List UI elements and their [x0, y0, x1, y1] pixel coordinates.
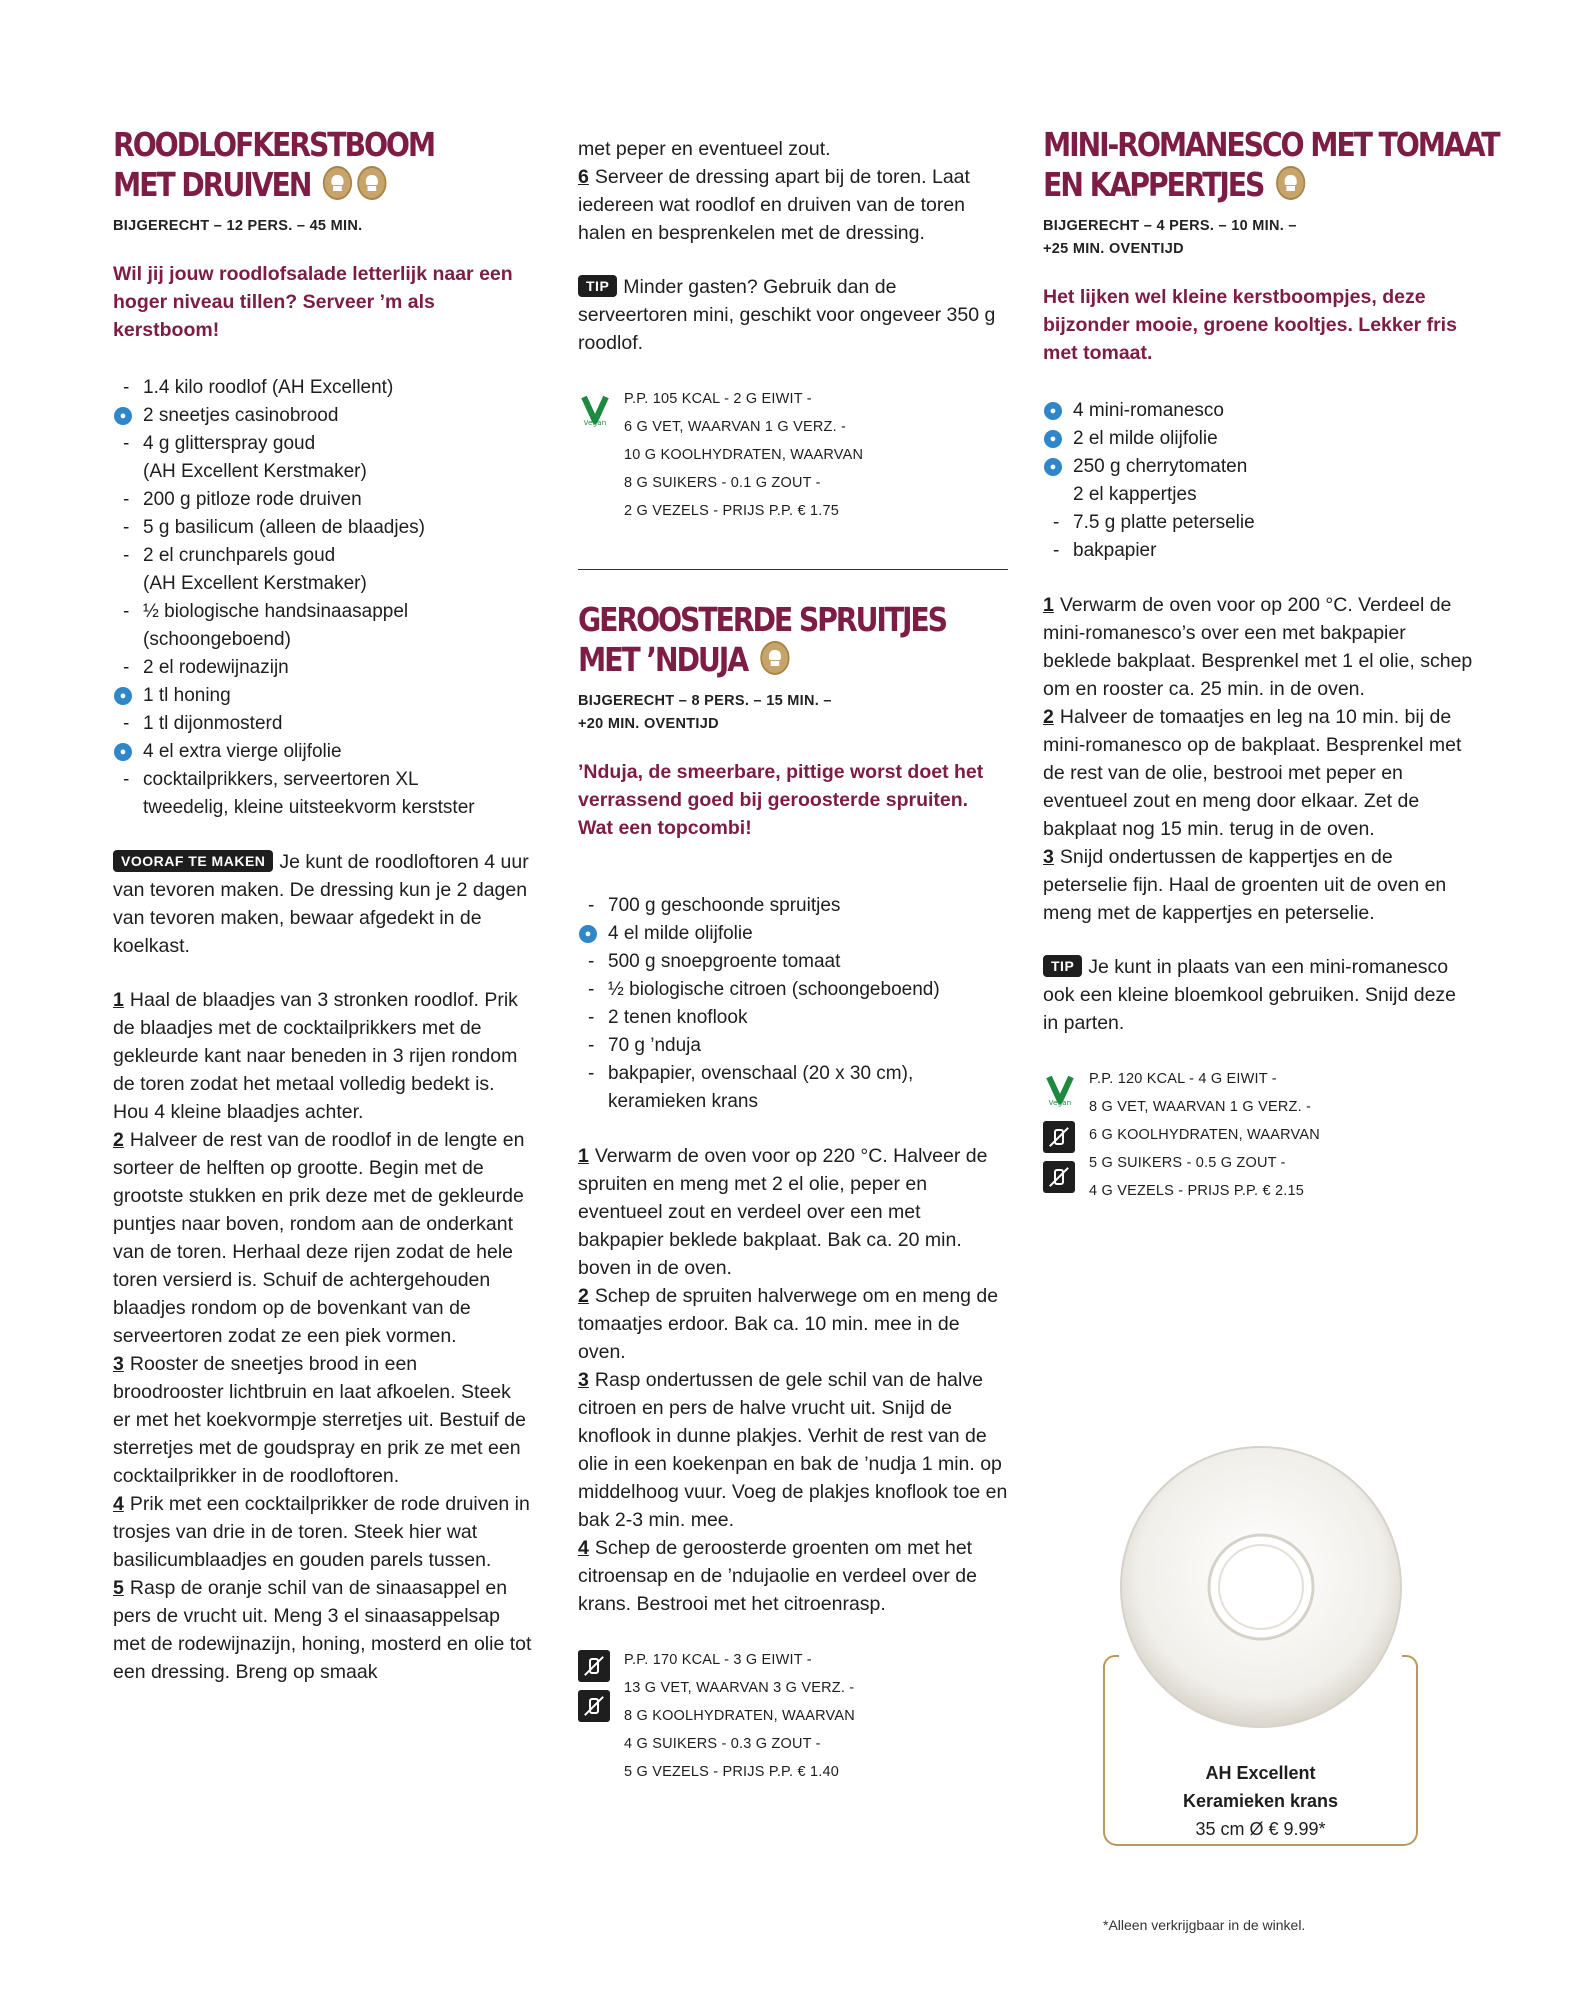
step-number: 3 — [1043, 846, 1054, 868]
ingredient-item — [578, 976, 1008, 1004]
ingredient-text: ½ biologische handsinaasappel — [143, 601, 409, 622]
dash-marker: - — [588, 951, 595, 972]
ingredient-text: 700 g geschoonde spruitjes — [608, 895, 841, 916]
title-line: ROODLOFKERSTBOOM — [113, 125, 435, 164]
footnote: *Alleen verkrijgbaar in de winkel. — [1103, 1917, 1306, 1933]
tip-text: Je kunt in plaats van een mini-romanesco ook een kleine bloemkool gebruiken. Snijd deze in parten. — [1043, 956, 1457, 1034]
ingredient-item — [1043, 509, 1473, 537]
column-middle — [578, 125, 1008, 1786]
gluten-free-icon — [1043, 1121, 1075, 1153]
nutrition-line: 13 G VET, WAARVAN 3 G VERZ. - — [624, 1680, 855, 1696]
dash-marker: - — [123, 769, 130, 790]
step-text: Rasp ondertussen de gele schil van de halve citroen en pers de halve vrucht uit. Snijd de knoflook in dunne plakjes. Verhit de rest van de olie in een koekenpan en bak de ’nudja 1 min. op middelhoog vuur. Voeg de plakjes knoflook toe en bak 2-3 min. mee. — [578, 1369, 1008, 1531]
dash-marker: - — [588, 1007, 595, 1028]
step-number: 2 — [1043, 706, 1054, 728]
nutrition-line: 8 G VET, WAARVAN 1 G VERZ. - — [1089, 1099, 1312, 1115]
step-item — [578, 1142, 1008, 1282]
title-line: MET ’NDUJA — [578, 640, 748, 679]
meta-line: +20 MIN. OVENTIJD — [578, 716, 719, 732]
dash-marker: - — [123, 433, 130, 454]
title-line: EN KAPPERTJES — [1043, 165, 1264, 204]
ingredient-text: keramieken krans — [608, 1091, 758, 1112]
nutrition-line: 6 G KOOLHYDRATEN, WAARVAN — [1089, 1127, 1320, 1143]
step-item — [578, 1366, 1008, 1534]
ingredient-item — [113, 514, 533, 542]
product-label — [1103, 1759, 1418, 1843]
ingredient-text: 1 tl honing — [143, 685, 231, 706]
ingredient-text: ½ biologische citroen (schoongeboend) — [608, 979, 940, 1000]
nutrition-lines — [1089, 1065, 1473, 1205]
chef-hat-icon — [358, 166, 387, 200]
ingredient-text: 250 g cherrytomaten — [1073, 456, 1248, 477]
nutrition-info — [1043, 1065, 1473, 1205]
step-list — [578, 1142, 1008, 1618]
dash-marker: - — [1053, 540, 1060, 561]
nutrition-line: 4 G VEZELS - PRIJS P.P. € 2.15 — [1089, 1183, 1305, 1199]
product-name: Keramieken krans — [1182, 1791, 1339, 1811]
bio-label-icon: ● — [114, 407, 132, 425]
step-number: 3 — [578, 1369, 589, 1391]
ingredient-item — [113, 374, 533, 402]
step-number: 2 — [578, 1285, 589, 1307]
step-item — [1043, 591, 1473, 703]
recipe-intro: Wil jij jouw roodlofsalade letterlijk naar een hoger niveau tillen? Serveer ’m als kerstboom! — [113, 263, 513, 341]
ingredient-text: 7.5 g platte peterselie — [1073, 512, 1255, 533]
ingredient-item — [1043, 537, 1473, 565]
step-item — [1043, 843, 1473, 927]
ingredient-text: 4 el extra vierge olijfolie — [143, 741, 342, 762]
ingredient-item — [113, 570, 533, 598]
vegan-icon — [1043, 1073, 1077, 1107]
dash-marker: - — [123, 601, 130, 622]
nutrition-line: 2 G VEZELS - PRIJS P.P. € 1.75 — [624, 503, 840, 519]
ingredient-item — [113, 766, 533, 794]
step-list — [1043, 591, 1473, 927]
bio-label-icon: ● — [579, 925, 597, 943]
dash-marker: - — [123, 489, 130, 510]
bio-label-icon: ● — [1044, 402, 1062, 420]
nutrition-lines — [624, 1646, 1008, 1786]
nutrition-line: P.P. 105 KCAL - 2 G EIWIT - — [624, 391, 812, 407]
nutrition-line: 5 G SUIKERS - 0.5 G ZOUT - — [1089, 1155, 1286, 1171]
step-number: 4 — [113, 1493, 124, 1515]
product-brand: AH Excellent — [1205, 1763, 1316, 1783]
ingredient-item — [113, 402, 533, 430]
ingredient-item — [578, 1004, 1008, 1032]
step-item — [113, 1490, 533, 1574]
ingredient-item — [1043, 481, 1473, 509]
chef-hat-icon — [1276, 166, 1305, 200]
ingredient-item — [578, 1060, 1008, 1088]
nutrition-line: 4 G SUIKERS - 0.3 G ZOUT - — [624, 1736, 821, 1752]
ingredient-text: (AH Excellent Kerstmaker) — [143, 461, 367, 482]
recipe-title — [113, 125, 474, 205]
dash-marker: - — [123, 545, 130, 566]
chef-hat-icon — [323, 166, 352, 200]
dash-marker: - — [123, 713, 130, 734]
vegan-label: Vegan — [1048, 1099, 1072, 1107]
ingredient-item — [113, 794, 533, 822]
step-item — [578, 163, 1008, 247]
ingredient-item — [113, 430, 533, 458]
ingredient-item — [578, 1088, 1008, 1116]
nutrition-line: P.P. 120 KCAL - 4 G EIWIT - — [1089, 1071, 1277, 1087]
step-number: 4 — [578, 1537, 589, 1559]
step-number: 6 — [578, 166, 589, 188]
step-text: Schep de spruiten halverwege om en meng de tomaatjes erdoor. Bak ca. 10 min. mee in de oven. — [578, 1285, 999, 1363]
ingredient-item — [578, 920, 1008, 948]
step-text: Halveer de tomaatjes en leg na 10 min. bij de mini-romanesco op de bakplaat. Besprenkel met de rest van de olie, bestrooi met peper en eventueel zout en meng door elkaar. Zet de bakplaat nog 15 min. terug in de oven. — [1043, 706, 1462, 840]
dash-marker: - — [123, 657, 130, 678]
nutrition-line: 10 G KOOLHYDRATEN, WAARVAN — [624, 447, 864, 463]
recipe-meta — [1043, 215, 1473, 261]
step-number: 2 — [113, 1129, 124, 1151]
dash-marker: - — [588, 1035, 595, 1056]
step-item — [113, 986, 533, 1126]
ingredient-text: 2 el rodewijnazijn — [143, 657, 289, 678]
ingredient-text: bakpapier — [1073, 540, 1157, 561]
ingredient-item — [113, 458, 533, 486]
ingredient-item — [113, 542, 533, 570]
vooraf-badge: VOORAF TE MAKEN — [113, 850, 273, 872]
nutrition-info — [578, 385, 1008, 525]
ingredient-text: 2 el milde olijfolie — [1073, 428, 1218, 449]
recipe-intro: ’Nduja, de smeerbare, pittige worst doet het verrassend goed bij geroosterde spruiten. Wat een topcombi! — [578, 761, 984, 839]
ingredient-text: 70 g ’nduja — [608, 1035, 701, 1056]
nutrition-line: 8 G SUIKERS - 0.1 G ZOUT - — [624, 475, 821, 491]
ingredient-text: (schoongeboend) — [143, 629, 291, 650]
tip-badge: TIP — [578, 275, 617, 297]
ingredient-item — [113, 654, 533, 682]
chef-hat-icon — [760, 641, 789, 675]
bio-label-icon: ● — [1044, 458, 1062, 476]
ingredient-text: (AH Excellent Kerstmaker) — [143, 573, 367, 594]
ingredient-text: tweedelig, kleine uitsteekvorm kerstster — [143, 797, 475, 818]
recipe-spruitjes — [578, 600, 1008, 1786]
ingredient-item — [1043, 397, 1473, 425]
ingredient-item — [113, 710, 533, 738]
step-text: Prik met een cocktailprikker de rode druiven in trosjes van drie in de toren. Steek hier wat basilicumblaadjes en gouden parels tussen. — [113, 1493, 530, 1571]
step-number: 1 — [1043, 594, 1054, 616]
step-item — [578, 1534, 1008, 1618]
bio-label-icon: ● — [114, 687, 132, 705]
step-number: 3 — [113, 1353, 124, 1375]
tip-note — [578, 273, 1008, 357]
dash-marker: - — [123, 517, 130, 538]
title-line: MINI-ROMANESCO MET TOMAAT — [1043, 125, 1499, 164]
bio-label-icon: ● — [114, 743, 132, 761]
ingredient-text: 2 tenen knoflook — [608, 1007, 748, 1028]
vegan-label: Vegan — [583, 419, 607, 427]
step-text: Schep de geroosterde groenten om met het citroensap en de ’ndujaolie en verdeel over de krans. Bestrooi met het citroenrasp. — [578, 1537, 977, 1615]
title-line: GEROOSTERDE SPRUITJES — [578, 600, 946, 639]
step-text: Verwarm de oven voor op 200 °C. Verdeel de mini-romanesco’s over een met bakpapier beklede bakplaat. Besprenkel met 1 el olie, schep om en rooster ca. 25 min. in de oven. — [1043, 594, 1473, 700]
ingredient-text: 1.4 kilo roodlof (AH Excellent) — [143, 377, 394, 398]
step-item — [578, 1282, 1008, 1366]
meta-line: +25 MIN. OVENTIJD — [1043, 241, 1184, 257]
ingredient-item — [113, 682, 533, 710]
recipe-romanesco — [1043, 125, 1499, 1205]
ingredient-text: 200 g pitloze rode druiven — [143, 489, 362, 510]
lactose-free-icon — [1043, 1161, 1075, 1193]
step-text: Rooster de sneetjes brood in een broodrooster lichtbruin en laat afkoelen. Steek er met het koekvormpje sterretjes uit. Bestuif de sterretjes met de goudspray en prik ze met een cocktailprikker in de roodloftoren. — [113, 1353, 526, 1487]
ingredient-list — [113, 374, 533, 822]
tip-badge: TIP — [1043, 955, 1082, 977]
step-text: Serveer de dressing apart bij de toren. Laat iedereen wat roodlof en druiven van de toren halen en besprenkelen met de dressing. — [578, 166, 970, 244]
dash-marker: - — [1053, 512, 1060, 533]
gluten-free-icon — [578, 1650, 610, 1682]
step-number: 1 — [578, 1145, 589, 1167]
step-text: Halveer de rest van de roodlof in de lengte en sorteer de helften op grootte. Begin met de grootste stukken en prik deze met de gekleurde puntjes naar boven, rondom aan de onderkant van de toren. Herhaal deze rijen zodat de hele toren versierd is. Schuif de achtergehouden blaadjes rondom op de bovenkant van de serveertoren zodat ze een piek vormen. — [113, 1129, 525, 1347]
dash-marker: - — [588, 979, 595, 1000]
ingredient-text: 5 g basilicum (alleen de blaadjes) — [143, 517, 425, 538]
ingredient-text: bakpapier, ovenschaal (20 x 30 cm), — [608, 1063, 914, 1084]
vooraf-text: Je kunt de roodloftoren 4 uur van tevoren maken. De dressing kun je 2 dagen van tevoren maken, bewaar afgedekt in de koelkast. — [113, 851, 529, 957]
ingredient-item — [113, 598, 533, 626]
recipe-title — [1043, 125, 1499, 205]
ingredient-text: 2 el kappertjes — [1073, 484, 1197, 505]
step-text: Snijd ondertussen de kappertjes en de peterselie fijn. Haal de groenten uit de oven en meng met de kappertjes en peterselie. — [1043, 846, 1447, 924]
ingredient-list — [1043, 397, 1473, 565]
vooraf-note — [113, 848, 533, 960]
bio-label-icon: ● — [1044, 430, 1062, 448]
recipe-title — [578, 600, 948, 680]
divider — [578, 569, 1008, 570]
step-item — [113, 1574, 533, 1686]
tip-text: Minder gasten? Gebruik dan de serveertoren mini, geschikt voor ongeveer 350 g roodlof. — [578, 276, 996, 354]
step-item — [1043, 703, 1473, 843]
recipe-intro: Het lijken wel kleine kerstboompjes, deze bijzonder mooie, groene kooltjes. Lekker fris met tomaat. — [1043, 286, 1457, 364]
nutrition-line: 6 G VET, WAARVAN 1 G VERZ. - — [624, 419, 847, 435]
step-list — [113, 986, 533, 1686]
ingredient-item — [578, 892, 1008, 920]
dash-marker: - — [588, 895, 595, 916]
step-item — [113, 1126, 533, 1350]
nutrition-info — [578, 1646, 1008, 1786]
step-text: Verwarm de oven voor op 220 °C. Halveer de spruiten en meng met 2 el olie, peper en eventueel zout en verdeel over een met bakpapier beklede bakplaat. Bak ca. 20 min. boven in de oven. — [578, 1145, 988, 1279]
recipe-meta — [578, 690, 1008, 736]
step-text: Rasp de oranje schil van de sinaasappel en pers de vrucht uit. Meng 3 el sinaasappelsap met de rodewijnazijn, honing, mosterd en olie tot een dressing. Breng op smaak — [113, 1577, 532, 1683]
recipe-roodlofkerstboom — [113, 125, 533, 1686]
ingredient-item — [578, 1032, 1008, 1060]
product-price: 35 cm Ø € 9.99* — [1195, 1819, 1326, 1839]
ceramic-wreath-image — [1115, 1441, 1407, 1733]
step-item — [113, 1350, 533, 1490]
step-continued: met peper en eventueel zout. — [578, 138, 831, 160]
step-text: Haal de blaadjes van 3 stronken roodlof. Prik de blaadjes met de cocktailprikkers met de gekleurde kant naar beneden in 3 rijen rondom de toren zodat het metaal volledig bedekt is. Hou 4 kleine blaadjes achter. — [113, 989, 518, 1123]
ingredient-text: 4 g glitterspray goud — [143, 433, 316, 454]
recipe-meta: BIJGERECHT – 12 PERS. – 45 MIN. — [113, 218, 363, 234]
ingredient-item — [1043, 425, 1473, 453]
step-number: 5 — [113, 1577, 124, 1599]
ingredient-item — [113, 486, 533, 514]
ingredient-text: 2 el crunchparels goud — [143, 545, 336, 566]
ingredient-item — [1043, 453, 1473, 481]
dash-marker: - — [588, 1063, 595, 1084]
tip-note — [1043, 953, 1473, 1037]
lactose-free-icon — [578, 1690, 610, 1722]
meta-line: BIJGERECHT – 8 PERS. – 15 MIN. – — [578, 693, 832, 709]
ingredient-text: 4 el milde olijfolie — [608, 923, 753, 944]
nutrition-line: 8 G KOOLHYDRATEN, WAARVAN — [624, 1708, 855, 1724]
ingredient-text: 500 g snoepgroente tomaat — [608, 951, 841, 972]
ingredient-list — [578, 892, 1008, 1116]
ingredient-text: 1 tl dijonmosterd — [143, 713, 283, 734]
nutrition-lines — [624, 385, 1008, 525]
title-line: MET DRUIVEN — [113, 165, 311, 204]
vegan-icon — [578, 393, 612, 427]
nutrition-line: 5 G VEZELS - PRIJS P.P. € 1.40 — [624, 1764, 840, 1780]
dash-marker: - — [123, 377, 130, 398]
product-card — [1103, 1441, 1418, 1846]
ingredient-text: 4 mini-romanesco — [1073, 400, 1224, 421]
meta-line: BIJGERECHT – 4 PERS. – 10 MIN. – — [1043, 218, 1297, 234]
ingredient-item — [113, 738, 533, 766]
ingredient-item — [113, 626, 533, 654]
step-number: 1 — [113, 989, 124, 1011]
nutrition-line: P.P. 170 KCAL - 3 G EIWIT - — [624, 1652, 812, 1668]
ingredient-text: cocktailprikkers, serveertoren XL — [143, 769, 419, 790]
ingredient-text: 2 sneetjes casinobrood — [143, 405, 339, 426]
ingredient-item — [578, 948, 1008, 976]
